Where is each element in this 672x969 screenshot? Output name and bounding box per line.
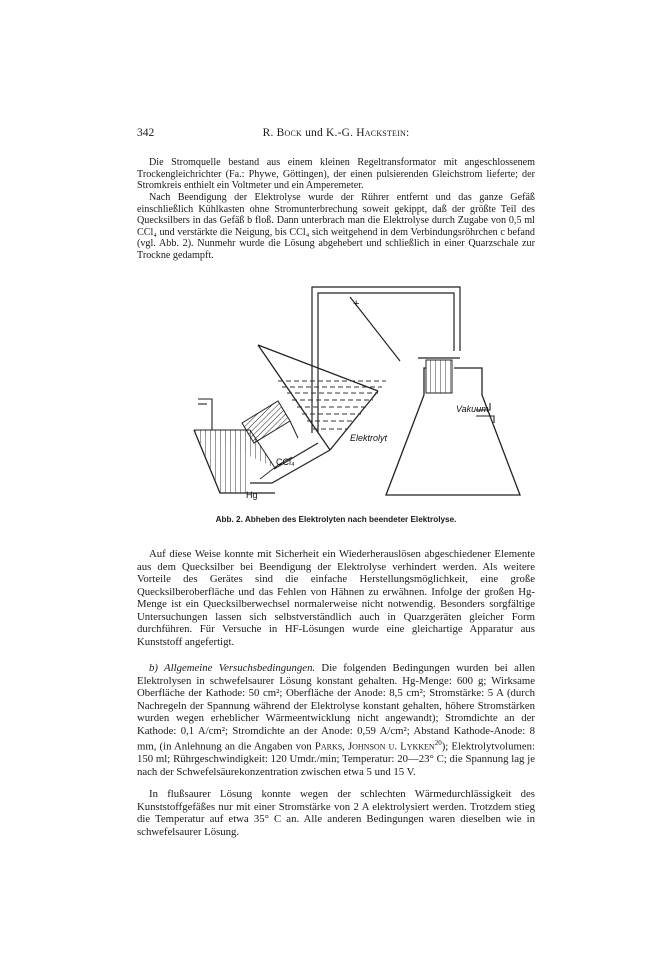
running-title bbox=[137, 127, 535, 139]
paragraph-current-source: Die Stromquelle bestand aus einem kleinen Regeltransformator mit angeschlossenem Trockengleichrichter (Fa.: Phywe, Göttingen), der einen pulsierenden Gleichstrom lieferte; der Stromkreis enthielt ein Voltmeter und ein Amperemeter. bbox=[137, 157, 535, 192]
figure-caption: Abb. 2. Abheben des Elektrolyten nach beendeter Elektrolyse. bbox=[215, 515, 457, 524]
label-electrolyte: Elektrolyt bbox=[350, 433, 388, 443]
label-vacuum: Vakuum bbox=[456, 404, 489, 414]
paragraph-general-conditions bbox=[137, 662, 535, 779]
conditions-text-b: ); Elektrolytvolumen: 150 ml; Rührgeschwindigkeit: 120 Umdr./min; Temperatur: 20—23° C; die Spannung lag je nach der Schwefelsäurekonzentration zwischen etwa 5 und 15 V. bbox=[137, 740, 535, 778]
author-name-1: Bock bbox=[276, 127, 303, 139]
apparatus-diagram bbox=[190, 283, 540, 508]
conditions-text-a: Die folgenden Bedingungen wurden bei allen Elektrolysen in schwefelsaurer Lösung konstant gehalten. Hg-Menge: 600 g; Wirksame Oberfläche der Kathode: 50 cm²; Oberfläche der Anode: 8,5 cm²; Stromstärke: 5 A (durch Nachregeln der Spannung während der Elektrolyse konstant gehalten, höhere Stromstärken wurden wegen erheblicher Wärmeentwicklung nicht angewandt); Stromdichte an der Kathode: 0,1 A/cm²; Stromdichte an der Anode: 0,59 A/cm²; Abstand Kathode-Anode: 8 mm, (in Anlehnung an die Angaben von bbox=[137, 662, 535, 753]
cooling-block bbox=[242, 401, 298, 443]
suction-flask bbox=[386, 358, 520, 495]
section-heading-general-conditions: b) Allgemeine Versuchsbedingungen. bbox=[149, 662, 316, 674]
page-number: 342 bbox=[137, 127, 155, 139]
author-name-2: Hackstein bbox=[356, 127, 406, 139]
label-plus: + bbox=[353, 298, 360, 310]
paragraph-hf-solution: In flußsaurer Lösung konnte wegen der schlechten Wärmedurchlässigkeit des Kunststoffgefäßes nur mit einer Stromstärke von 2 A elektrolysiert werden. Trotzdem stieg die Temperatur auf etwa 35° C an. Alle anderen Bedingungen waren dieselben wie in schwefelsaurer Lösung. bbox=[137, 788, 535, 838]
cited-authors: Parks, Johnson u. Lykken bbox=[314, 740, 435, 753]
paragraph-end-electrolysis: Nach Beendigung der Elektrolyse wurde der Rührer entfernt und das ganze Gefäß einschließlich Kühlkasten ohne Stromunterbrechung soweit gekippt, daß der größte Teil des Quecksilbers in das Gefäß b floß. Dann unterbrach man die Elektrolyse durch Zugabe von 0,5 ml CCl₄ und verstärkte die Neigung, bis CCl₄ sich weitgehend in dem Verbindungsröhrchen c befand (vgl. Abb. 2). Nunmehr wurde die Lösung abgehebert und schließlich in einer Quarzschale zur Trockne gedampft. bbox=[137, 192, 535, 261]
label-ccl4: CCl₄ bbox=[276, 457, 295, 467]
reference-number: 20 bbox=[434, 739, 442, 748]
label-hg: Hg bbox=[246, 490, 258, 500]
header-colon: : bbox=[405, 127, 410, 139]
running-header bbox=[137, 127, 535, 143]
figure-apparatus bbox=[190, 283, 540, 508]
author-initials-2: und K.-G. bbox=[302, 127, 357, 139]
figure-labels bbox=[246, 298, 489, 500]
paragraph-advantages: Auf diese Weise konnte mit Sicherheit ein Wiederherauslösen abgeschiedener Elemente aus dem Quecksilber bei Beendigung der Elektrolyse verhindert werden. Als weitere Vorteile des Gerätes sind die einfache Herstellungsmöglichkeit, eine große Quecksilberoberfläche und das Fehlen von Hähnen zu erwähnen. Infolge der großen Hg-Menge ist ein Quecksilberwechsel normalerweise nicht notwendig. Besonders sorgfältige Untersuchungen lassen sich selbstverständlich auch in Quarzgeräten gleicher Form durchführen. Für Versuche in HF-Lösungen wurde eine gleichartige Apparatur aus Kunststoff angefertigt. bbox=[137, 548, 535, 648]
author-initial-1: R. bbox=[262, 127, 277, 139]
